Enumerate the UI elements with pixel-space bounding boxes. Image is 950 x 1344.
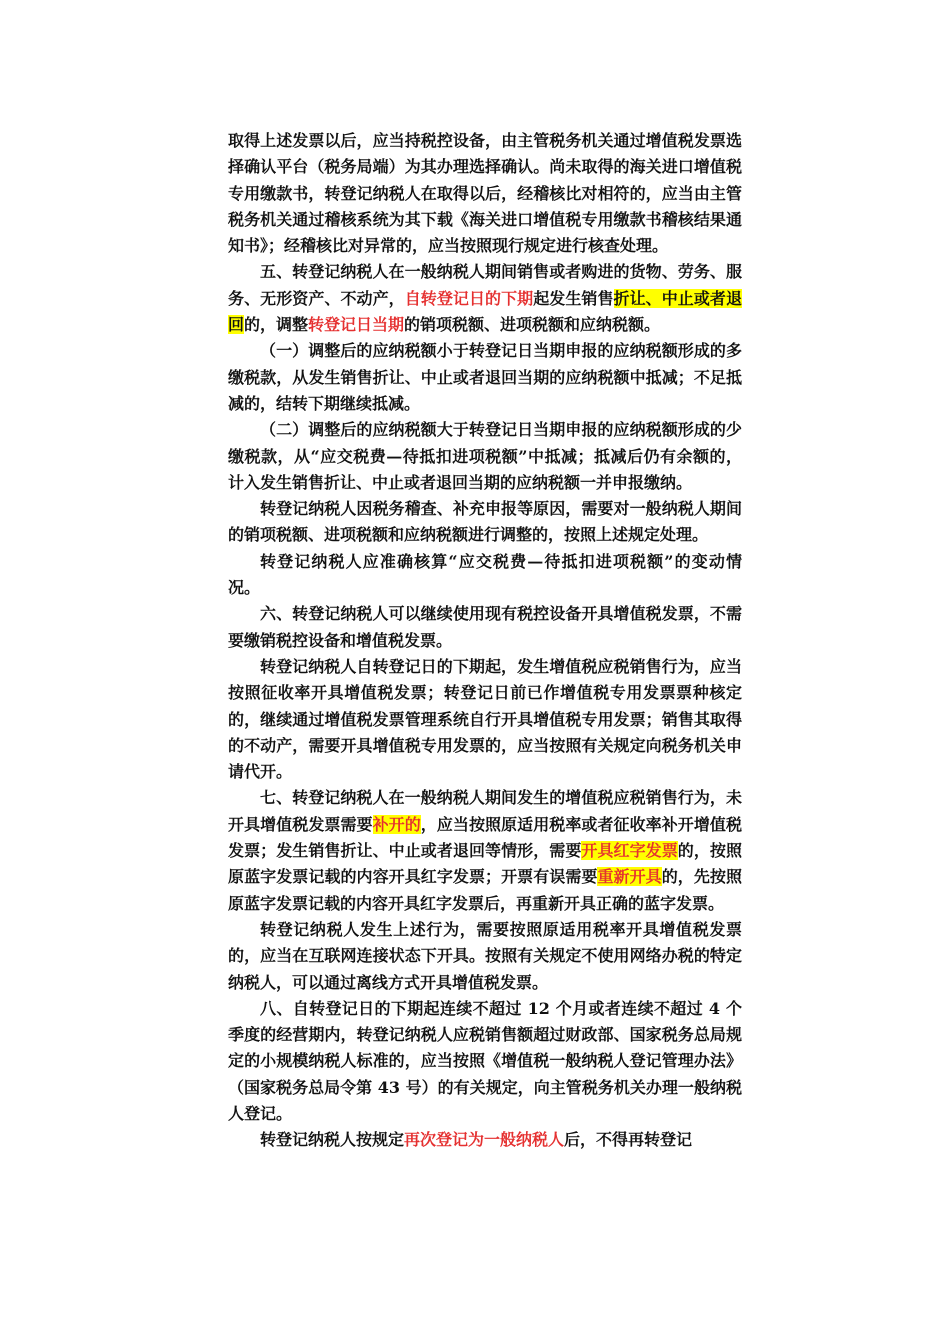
text-run: 转登记纳税人自转登记日的下期起，发生增值税应税销售行为，应当按照征收率开具增值税发票；转登记日前已作增值税专用发票票种核定的，继续通过增值税发票管理系统自行开具增值税专用发票；销售其取得的不动产，需要开具增值税专用发票的，应当按照有关规定向税务机关申请代开。 xyxy=(228,656,742,782)
paragraph xyxy=(228,785,742,916)
text-run: 的，按照原蓝字发票记载的内容开具红字发票；开票有误需要 xyxy=(228,841,742,887)
text-run: 转登记纳税人发生上述行为，需要按照原适用税率开具增值税发票的，应当在互联网连接状态下开具。按照有关规定不使用网络办税的特定纳税人，可以通过离线方式开具增值税发票。 xyxy=(228,919,742,992)
text-run: 七、转登记纳税人在一般纳税人期间发生的增值税应税销售行为，未开具增值税发票需要 xyxy=(228,788,742,834)
red-highlighted-text: 补开的 xyxy=(372,814,421,834)
text-run: 转登记纳税人按规定 xyxy=(260,1130,405,1150)
text-run: 起发生销售 xyxy=(533,288,614,308)
paragraph xyxy=(228,128,742,259)
paragraph xyxy=(228,549,742,602)
text-run: 后，不得再转登记 xyxy=(564,1130,693,1150)
text-run: 转登记纳税人因税务稽查、补充申报等原因，需要对一般纳税人期间的销项税额、进项税额和应纳税额进行调整的，按照上述规定处理。 xyxy=(228,499,742,545)
red-emphasis: 自转登记日的下期 xyxy=(404,288,534,308)
text-run: ，应当按照原适用税率或者征收率补开增值税发票；发生销售折让、中止或者退回等情形，需要 xyxy=(228,814,742,861)
red-emphasis: 转登记日当期 xyxy=(308,315,405,335)
paragraph xyxy=(228,917,742,996)
paragraph xyxy=(228,417,742,496)
red-emphasis: 再次登记为一般纳税人 xyxy=(404,1130,565,1150)
text-run: 取得上述发票以后，应当持税控设备，由主管税务机关通过增值税发票选择确认平台（税务局端）为其办理选择确认。尚未取得的海关进口增值税专用缴款书，转登记纳税人在取得以后，经稽核比对相符的，应当由主管税务机关通过稽核系统为其下载《海关进口增值税专用缴款书稽核结果通知书》；经稽核比对异常的，应当按照现行规定进行核查处理。 xyxy=(228,131,742,256)
paragraph xyxy=(228,496,742,549)
highlighted-text: 折让、中止或者退回 xyxy=(228,288,742,335)
paragraph xyxy=(228,601,742,654)
paragraph xyxy=(228,1127,742,1153)
paragraph xyxy=(228,259,742,338)
text-run: 的，调整 xyxy=(244,315,309,335)
document-body xyxy=(228,128,742,1154)
red-highlighted-text: 开具红字发票 xyxy=(581,841,678,861)
paragraph xyxy=(228,654,742,785)
paragraph xyxy=(228,996,742,1127)
text-run: （一）调整后的应纳税额小于转登记日当期申报的应纳税额形成的多缴税款，从发生销售折让、中止或者退回当期的应纳税额中抵减；不足抵减的，结转下期继续抵减。 xyxy=(228,341,742,413)
text-run: 的，先按照原蓝字发票记载的内容开具红字发票后，再重新开具正确的蓝字发票。 xyxy=(228,867,742,913)
text-run: 八、自转登记日的下期起连续不超过 12 个月或者连续不超过 4 个季度的经营期内，转登记纳税人应税销售额超过财政部、国家税务总局规定的小规模纳税人标准的，应当按照《增值税一般纳税人登记管理办法》（国家税务总局令第 43 号）的有关规定，向主管税务机关办理一般纳税人登记。 xyxy=(228,998,742,1123)
text-run: 的销项税额、进项税额和应纳税额。 xyxy=(404,315,661,335)
text-run: 六、转登记纳税人可以继续使用现有税控设备开具增值税发票，不需要缴销税控设备和增值税发票。 xyxy=(228,604,742,650)
paragraph xyxy=(228,338,742,417)
text-run: （二）调整后的应纳税额大于转登记日当期申报的应纳税额形成的少缴税款，从“应交税费—待抵扣进项税额”中抵减；抵减后仍有余额的，计入发生销售折让、中止或者退回当期的应纳税额一并申报缴纳。 xyxy=(228,420,742,492)
text-run: 转登记纳税人应准确核算“应交税费—待抵扣进项税额”的变动情况。 xyxy=(228,551,742,598)
text-run: 五、转登记纳税人在一般纳税人期间销售或者购进的货物、劳务、服务、无形资产、不动产， xyxy=(228,262,742,308)
red-highlighted-text: 重新开具 xyxy=(597,867,662,887)
